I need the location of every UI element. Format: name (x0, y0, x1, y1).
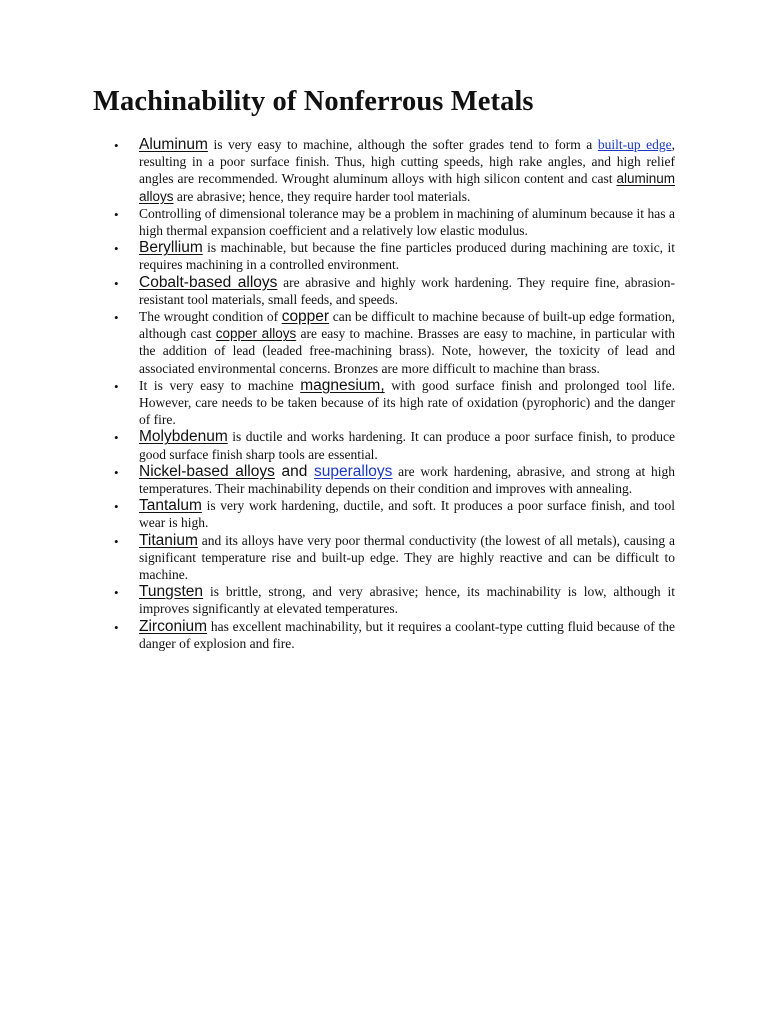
item-text: It is very easy to machine (139, 377, 301, 393)
item-text: is very work hardening, ductile, and soft. It produces a poor surface finish, and tool wear is high. (139, 498, 675, 531)
list-item-beryllium (0, 239, 675, 273)
bullet-icon: • (114, 585, 119, 601)
item-text: are work hardening, abrasive, and strong at high temperatures. Their machinability depends on their condition and improves with annealing. (139, 463, 675, 497)
item-text: Controlling of dimensional tolerance may be a problem in machining of aluminum because it has a high thermal expansion coefficient and a relatively low elastic modulus. (139, 205, 675, 239)
term-link-tungsten[interactable]: Tungsten (139, 583, 204, 601)
metals-list (0, 136, 768, 652)
term-link-zirconium[interactable]: Zirconium (139, 617, 208, 635)
item-text: , resulting in a poor surface finish. Thus, high cutting speeds, high rake angles, and high relief angles are recommended. Wrought aluminum alloys with high silicon content and cast (139, 137, 675, 187)
page-title: Machinability of Nonferrous Metals (93, 86, 534, 117)
term-link-beryllium[interactable]: Beryllium (139, 239, 203, 257)
list-item-tantalum (0, 497, 675, 531)
term-link-molybdenum[interactable]: Molybdenum (139, 428, 228, 446)
bullet-icon: • (114, 430, 119, 446)
list-item-cobalt (0, 274, 675, 308)
item-text: has excellent machinability, but it requires a coolant-type cutting fluid because of the danger of explosion and fire. (139, 618, 675, 651)
bullet-icon: • (114, 499, 119, 515)
term-link-tantalum[interactable]: Tantalum (139, 497, 202, 515)
list-item-aluminum (0, 136, 675, 205)
bullet-icon: • (114, 464, 119, 480)
list-item-tungsten (0, 583, 675, 617)
item-text: are abrasive and highly work hardening. They require fine, abrasion-resistant tool materials, small feeds, and speeds. (139, 274, 675, 307)
item-connector: and (274, 462, 315, 480)
bullet-icon: • (114, 206, 119, 222)
term-link-copper-alloys[interactable]: copper alloys (215, 326, 297, 342)
item-text: and its alloys have very poor thermal conductivity (the lowest of all metals), causing a significant temperature rise and built-up edge. They are highly reactive and can be difficult to machine. (139, 532, 675, 583)
list-item-molybdenum (0, 428, 675, 462)
link-built-up-edge[interactable]: built-up edge (597, 137, 672, 152)
term-link-nickel-based-alloys[interactable]: Nickel-based alloys (139, 462, 275, 480)
term-link-copper[interactable]: copper (281, 308, 330, 326)
item-text: is ductile and works hardening. It can produce a poor surface finish, to produce good surface finish sharp tools are essential. (139, 429, 675, 462)
bullet-icon: • (114, 138, 119, 153)
list-item-nickel (0, 463, 675, 497)
bullet-icon: • (114, 619, 119, 635)
bullet-icon: • (114, 275, 119, 291)
list-item-titanium (0, 532, 675, 584)
bullet-icon: • (114, 378, 119, 394)
list-item-zirconium (0, 618, 675, 652)
term-link-magnesium[interactable]: magnesium, (300, 376, 385, 394)
bullet-icon: • (114, 241, 119, 257)
bullet-icon: • (114, 310, 119, 326)
item-text: is brittle, strong, and very abrasive; hence, its machinability is low, although it improves significantly at elevated temperatures. (139, 584, 675, 617)
item-text: with good surface finish and prolonged tool life. However, care needs to be taken because of its high rate of oxidation (pyrophoric) and the danger of fire. (139, 377, 675, 428)
list-item-copper (0, 308, 675, 377)
term-link-aluminum-alloys[interactable]: aluminum alloys (139, 171, 675, 204)
term-link-titanium[interactable]: Titanium (139, 531, 198, 549)
item-text: are easy to machine. Brasses are easy to machine, in particular with the addition of lead (leaded free-machining brass). Note, however, the toxicity of lead and associated environmental concerns. Bronzes are more difficult to machine than brass. (139, 326, 675, 376)
item-text: can be difficult to machine because of built-up edge formation, although cast (139, 309, 675, 342)
term-link-aluminum[interactable]: Aluminum (139, 136, 208, 153)
term-link-cobalt-based-alloys[interactable]: Cobalt-based alloys (139, 273, 278, 291)
item-text: is very easy to machine, although the softer grades tend to form a (207, 137, 598, 152)
list-item-dimensional-tolerance (0, 205, 675, 239)
bullet-icon: • (114, 533, 119, 549)
link-superalloys[interactable]: superalloys (314, 462, 393, 480)
item-text: is machinable, but because the fine particles produced during machining are toxic, it requires machining in a controlled environment. (139, 240, 675, 273)
item-text: The wrought condition of (139, 309, 282, 325)
item-text: are abrasive; hence, they require harder tool materials. (173, 188, 471, 204)
list-item-magnesium (0, 377, 675, 429)
